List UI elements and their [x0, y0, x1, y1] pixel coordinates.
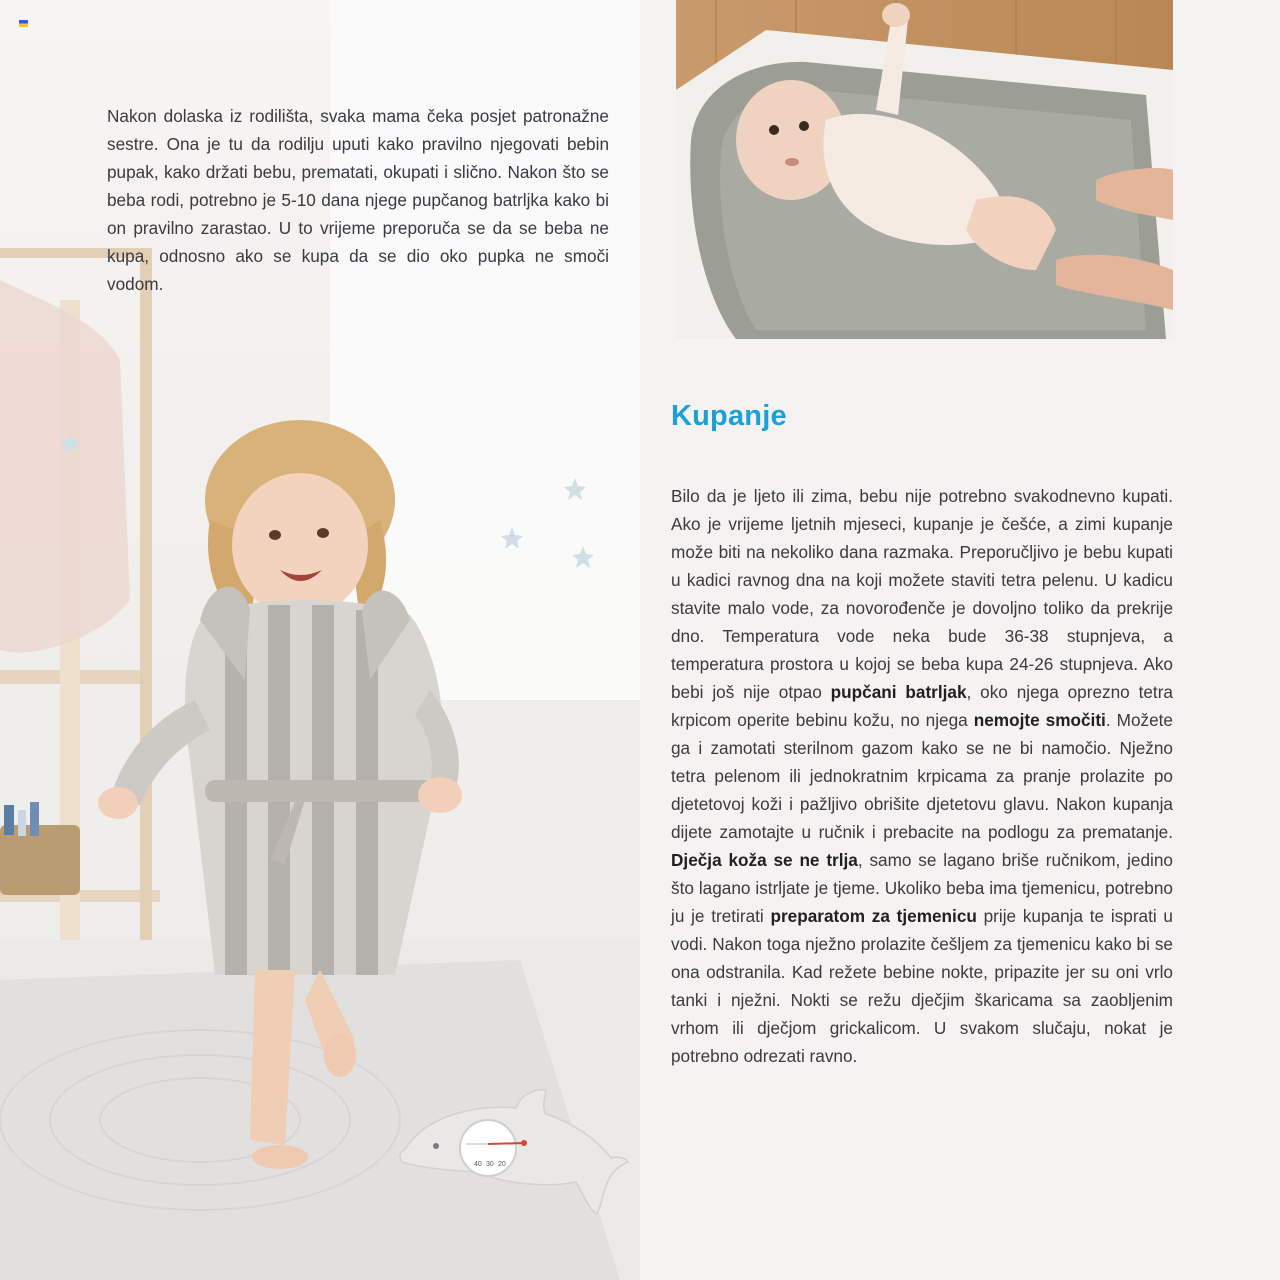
intro-paragraph: Nakon dolaska iz rodilišta, svaka mama čeka posjet patronažne sestre. Ona je tu da rodilju uputi kako pravilno njegovati bebin pupak, kako držati bebu, prematati, okupati i slično. Nakon što se beba rodi, potrebno je 5-10 dana njege pupčanog batrljka kako bi on pravilno zarastao. U to vrijeme preporuča se da se beba ne kupa, odnosno ako se kupa da se dio oko pupka ne smoči vodom. [107, 106, 609, 294]
body-text-4: , samo se lagano briše ručnikom, jedino što lagano istrljate je tjeme. Ukoliko beba ima tjemenicu, potrebno ju je tretirati [671, 850, 1173, 926]
dolphin-thermometer-icon [396, 1086, 630, 1216]
section-title: Kupanje [671, 400, 787, 432]
thermo-label-40: 40 [474, 1161, 482, 1168]
bold-skin-not-rubbed: Dječja koža se ne trlja [671, 850, 858, 870]
baby-illustration [676, 0, 1173, 339]
thermo-label-30: 30 [486, 1161, 494, 1168]
body-text-3: . Možete ga i zamotati sterilnom gazom kako se ne bi namočio. Nježno tetra pelenom ili jednokratnim krpicama za pranje prolazite po djetetovoj koži i pažljivo obrišite djetetovu glavu. Nakon kupanja dijete zamotajte u ručnik i prebacite na podlogu za prematanje. [671, 710, 1173, 842]
bold-umbilical-stump: pupčani batrljak [830, 682, 967, 702]
bold-cradle-cap-product: preparatom za tjemenicu [770, 906, 977, 926]
body-text-5: prije kupanja te isprati u vodi. Nakon toga nježno prolazite češljem za tjemenicu kako bi se ona odstranila. Kad režete bebine nokte, pripazite jer su oni vrlo tanki i nježni. Nokti se režu dječjim škaricama sa zaobljenim vrhom ili dječjom grickalicom. U svakom slučaju, nokat je potrebno odrezati ravno. [671, 906, 1173, 1066]
body-text-1: Bilo da je ljeto ili zima, bebu nije potrebno svakodnevno kupati. Ako je vrijeme ljetnih mjeseci, kupanje je češće, a zimi kupanje može biti na nekoliko dana razmaka. Preporučljivo je bebu kupati u kadici ravnog dna na koji možete staviti tetra pelenu. U kadicu stavite malo vode, za novorođenče je dovoljno toliko da prekrije dno. Temperatura vode neka bude 36-38 stupnjeva, a temperatura prostora u kojoj se beba kupa 24-26 stupnjeva. Ako bebi još nije otpao [671, 486, 1173, 702]
bold-do-not-wet: nemojte smočiti [973, 710, 1106, 730]
flag-icon [19, 20, 28, 27]
body-paragraph [671, 482, 1173, 1070]
thermo-label-20: 20 [498, 1161, 506, 1168]
body-text-2: , oko njega oprezno tetra krpicom operite bebinu kožu, no njega [671, 682, 1173, 730]
baby-photo [676, 0, 1173, 339]
